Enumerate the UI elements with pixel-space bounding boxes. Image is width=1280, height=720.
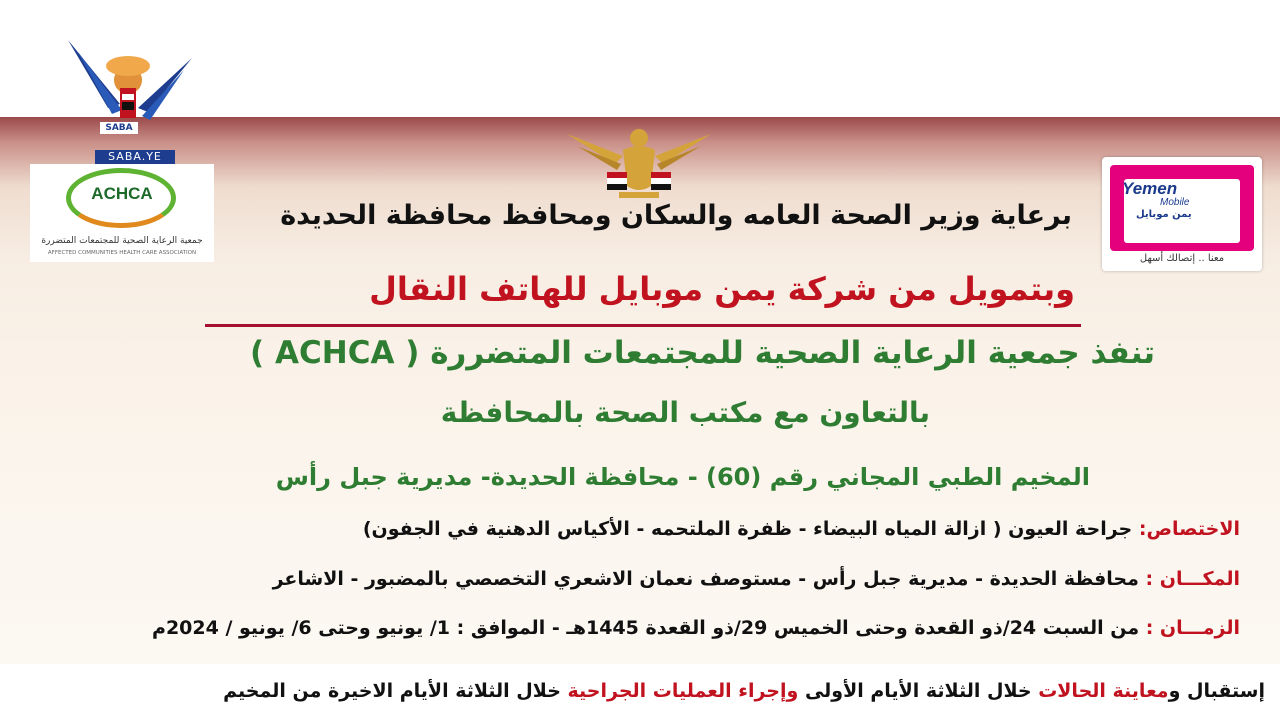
time-value: من السبت 24/ذو القعدة وحتى الخميس 29/ذو القعدة 1445هـ - الموافق : 1/ يونيو وحتى 6/ يونيو / 2024م (152, 617, 1140, 639)
yemen-mobile-arabic: يمن موبايل (1136, 209, 1192, 220)
place-label: المكـــان : (1145, 568, 1240, 590)
footer-text (223, 680, 1265, 702)
footer-part-3: خلال الثلاثة الأيام الأولى (798, 680, 1039, 702)
yemen-mobile-logo (1102, 157, 1262, 271)
yemen-mobile-sub: Mobile (1160, 197, 1190, 208)
footer-part-5: خلال الثلاثة الأيام الاخيرة من المخيم (223, 680, 568, 702)
yemen-mobile-frame (1110, 165, 1254, 251)
sponsorship-line: برعاية وزير الصحة العامه والسكان ومحافظ محافظة الحديدة (280, 200, 1072, 231)
national-emblem-icon (563, 120, 715, 200)
place-row (273, 568, 1240, 590)
yemen-mobile-word: Yemen (1122, 179, 1178, 198)
achca-logo-name: ACHCA (91, 184, 153, 203)
achca-logo-english: AFFECTED COMMUNITIES HEALTH CARE ASSOCIATION (47, 250, 197, 256)
yemen-mobile-slogan: معنا .. إتصالك أسهل (1139, 253, 1225, 264)
divider (205, 324, 1081, 327)
footer-part-4: وإجراء العمليات الجراحية (567, 680, 799, 702)
place-value: محافظة الحديدة - مديرية جبل رأس - مستوصف نعمان الاشعري التخصصي بالمضبور - الاشاعر (272, 568, 1139, 590)
cooperation-line: بالتعاون مع مكتب الصحة بالمحافظة (440, 396, 930, 429)
time-label: الزمـــان : (1145, 617, 1240, 639)
achca-logo-arabic: جمعية الرعاية الصحية للمجتمعات المتضررة (41, 236, 203, 246)
funding-line: وبتمويل من شركة يمن موبايل للهاتف النقال (369, 270, 1075, 308)
specialty-label: الاختصاص: (1138, 518, 1240, 540)
footer-part-1: إستقبال و (1168, 680, 1265, 702)
saba-logo-icon (60, 36, 200, 166)
camp-title: المخيم الطبي المجاني رقم (60) - محافظة الحديدة- مديرية جبل رأس (275, 463, 1090, 491)
saba-logo-text: SABA (100, 122, 138, 134)
saba-label: SABA.YE (95, 150, 175, 164)
time-row (152, 617, 1240, 639)
achca-logo (30, 164, 214, 262)
specialty-row (363, 518, 1240, 540)
footer-part-2: معاينة الحالات (1038, 680, 1169, 702)
specialty-value: جراحة العيون ( ازالة المياه البيضاء - ظفرة الملتحمه - الأكياس الدهنية في الجفون) (362, 518, 1133, 540)
implementer-line: تنفذ جمعية الرعاية الصحية للمجتمعات المتضررة ( ACHCA ) (250, 335, 1155, 371)
